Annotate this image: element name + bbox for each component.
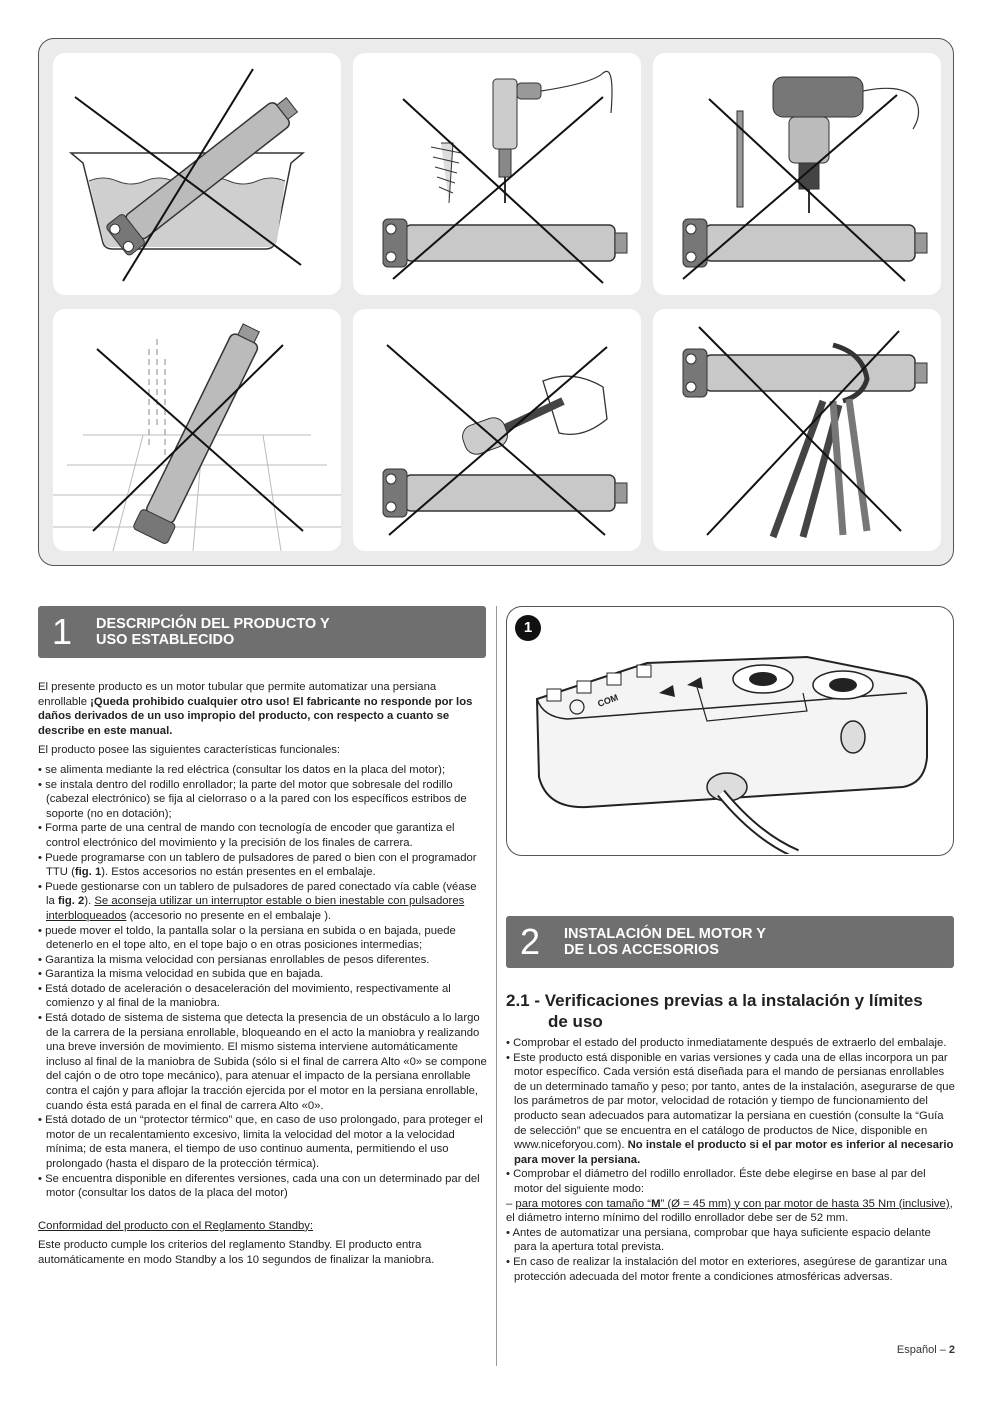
list-item: • Está dotado de aceleración o desaceleración del movimiento, respectivamente al comienzo y al final de la maniobra.	[38, 982, 488, 1011]
checks-list-continued	[506, 1226, 956, 1284]
list-item: • En caso de realizar la instalación del motor en exteriores, asegúrese de garantizar una protección adecuada del motor frente a condiciones atmosféricas adversas.	[506, 1255, 956, 1284]
features-list	[38, 763, 488, 1201]
list-item: • Comprobar el diámetro del rodillo enrollador. Éste debe elegirse en base al par del motor del siguiente modo:	[506, 1167, 956, 1196]
section-1-header	[38, 606, 486, 658]
list-item: • Puede gestionarse con un tablero de pulsadores de pared conectado vía cable (véase la fig. 2). Se aconseja utilizar un interruptor estable o bien inestable con pulsadores interbloqueados (accesorio no presente en el embalaje ).	[38, 880, 488, 924]
com-label: COM	[596, 692, 620, 709]
standby-title: Conformidad del producto con el Reglamento Standby:	[38, 1219, 314, 1232]
subsection-title: 2.1 - Verificaciones previas a la instalación y límites de uso	[506, 991, 923, 1031]
intro-paragraph: El presente producto es un motor tubular que permite automatizar una persiana enrollable ¡Queda prohibido cualquier otro uso! El fabricante no responde por los daños derivados de un uso impropio del producto, con respecto a cuanto se describe en este manual.	[38, 681, 473, 737]
list-item: • Está dotado de sistema de sistema que detecta la presencia de un obstáculo a lo largo de la carrera de la persiana enrollable, bloqueando en el acto la maniobra y realizando una breve inversión de movimiento. El mismo sistema interviene automáticamente incluso al final de la maniobra de Subida (sólo si el final de carrera Alto «0» se compone del cajón o de otro tope mecánico), para atenuar el impacto de la persiana enrollable contra el cajón y para aflojar la tracción ejercida por el motor en la persiana enrollable, cuando ésta está parada en el final de carrera Alto «0».	[38, 1011, 488, 1113]
section-1-body	[38, 680, 488, 1273]
page-footer: Español – 2	[896, 1344, 955, 1356]
figure-1	[506, 606, 954, 856]
panel-no-pliers	[653, 309, 941, 551]
panel-no-water	[53, 53, 341, 295]
section-title: DESCRIPCIÓN DEL PRODUCTO Y USO ESTABLECIDO	[96, 616, 330, 648]
motor-in-water-illustration	[53, 53, 341, 295]
warning-illustrations	[38, 38, 954, 566]
column-divider	[496, 606, 497, 1366]
list-item: • Puede programarse con un tablero de pulsadores de pared o bien con el programador TTU (fig. 1). Estos accesorios no están presentes en el embalaje.	[38, 851, 488, 880]
checks-list	[506, 1036, 956, 1197]
screwing-into-motor-illustration	[353, 53, 641, 295]
panel-no-screw	[353, 53, 641, 295]
panel-no-drop	[53, 309, 341, 551]
section-number: 2	[520, 921, 541, 962]
list-item: • Garantiza la misma velocidad en subida que en bajada.	[38, 967, 488, 982]
list-item: • Está dotado de un “protector térmico” que, en caso de uso prolongado, para proteger el motor de un recalentamiento excesivo, limita la velocidad del motor a la velocidad mínima; de esta manera, el tiempo de uso continuo aumenta, permitiendo el uso prolongado (hasta el disparo de la protección térmica).	[38, 1113, 488, 1171]
list-item: • puede mover el toldo, la pantalla solar o la persiana en subida o en bajada, puede detenerlo en el tope alto, en el tope bajo o en otras posiciones intermedias;	[38, 924, 488, 953]
pliers-on-motor-illustration	[653, 309, 941, 551]
list-item: • Comprobar el estado del producto inmediatamente después de extraerlo del embalaje.	[506, 1036, 956, 1051]
list-item: • se alimenta mediante la red eléctrica (consultar los datos en la placa del motor);	[38, 763, 488, 778]
list-item: • Garantiza la misma velocidad con persianas enrollables de pesos diferentes.	[38, 953, 488, 968]
section-2-body	[506, 1036, 956, 1284]
figure-number-badge: 1	[515, 615, 541, 641]
programmer-ttu-illustration	[507, 607, 952, 854]
standby-text: Este producto cumple los criterios del reglamento Standby. El producto entra automáticamente en modo Standby a los 10 segundos de finalizar la maniobra.	[38, 1239, 435, 1266]
list-item: • Forma parte de una central de mando con tecnología de encoder que garantiza el control electrónico del movimiento y la precisión de los finales de carrera.	[38, 821, 488, 850]
motor-size-note: – para motores con tamaño “M” (Ø = 45 mm) y con par motor de hasta 35 Nm (inclusive), el diámetro interno mínimo del rodillo enrollador debe ser de 52 mm.	[506, 1197, 953, 1225]
section-2-header	[506, 916, 954, 968]
section-title: INSTALACIÓN DEL MOTOR Y DE LOS ACCESORIOS	[564, 926, 766, 958]
drilling-motor-illustration	[653, 53, 941, 295]
panel-no-drill	[653, 53, 941, 295]
list-item: • se instala dentro del rodillo enrollador; la parte del motor que sobresale del rodillo (cabezal electrónico) se fija al cielorraso o a la pared con los específicos estribos de soporte (no en dotación);	[38, 778, 488, 822]
list-item: • Este producto está disponible en varias versiones y cada una de ellas incorpora un par motor específico. Cada versión está diseñada para el mando de persianas enrollables de un determinado tamaño y peso; por tanto, antes de la instalación, asegurarse de que los parámetros de par motor, velocidad de rotación y tiempo de funcionamiento del producto sean adecuados para automatizar la persiana en cuestión (consulte la “Guía de selección” que se encuentra en el catálogo de productos de Nice, disponible en www.niceforyou.com). No instale el producto si el par motor es inferior al necesario para mover la persiana.	[506, 1051, 956, 1168]
section-number: 1	[52, 611, 73, 652]
hammering-motor-illustration	[353, 309, 641, 551]
features-intro: El producto posee las siguientes características funcionales:	[38, 744, 341, 757]
list-item: • Se encuentra disponible en diferentes versiones, cada una con un determinado par del motor (consultar los datos de la placa del motor)	[38, 1172, 488, 1201]
list-item: • Antes de automatizar una persiana, comprobar que haya suficiente espacio delante para la apertura total prevista.	[506, 1226, 956, 1255]
panel-no-hammer	[353, 309, 641, 551]
dropping-motor-illustration	[53, 309, 341, 551]
